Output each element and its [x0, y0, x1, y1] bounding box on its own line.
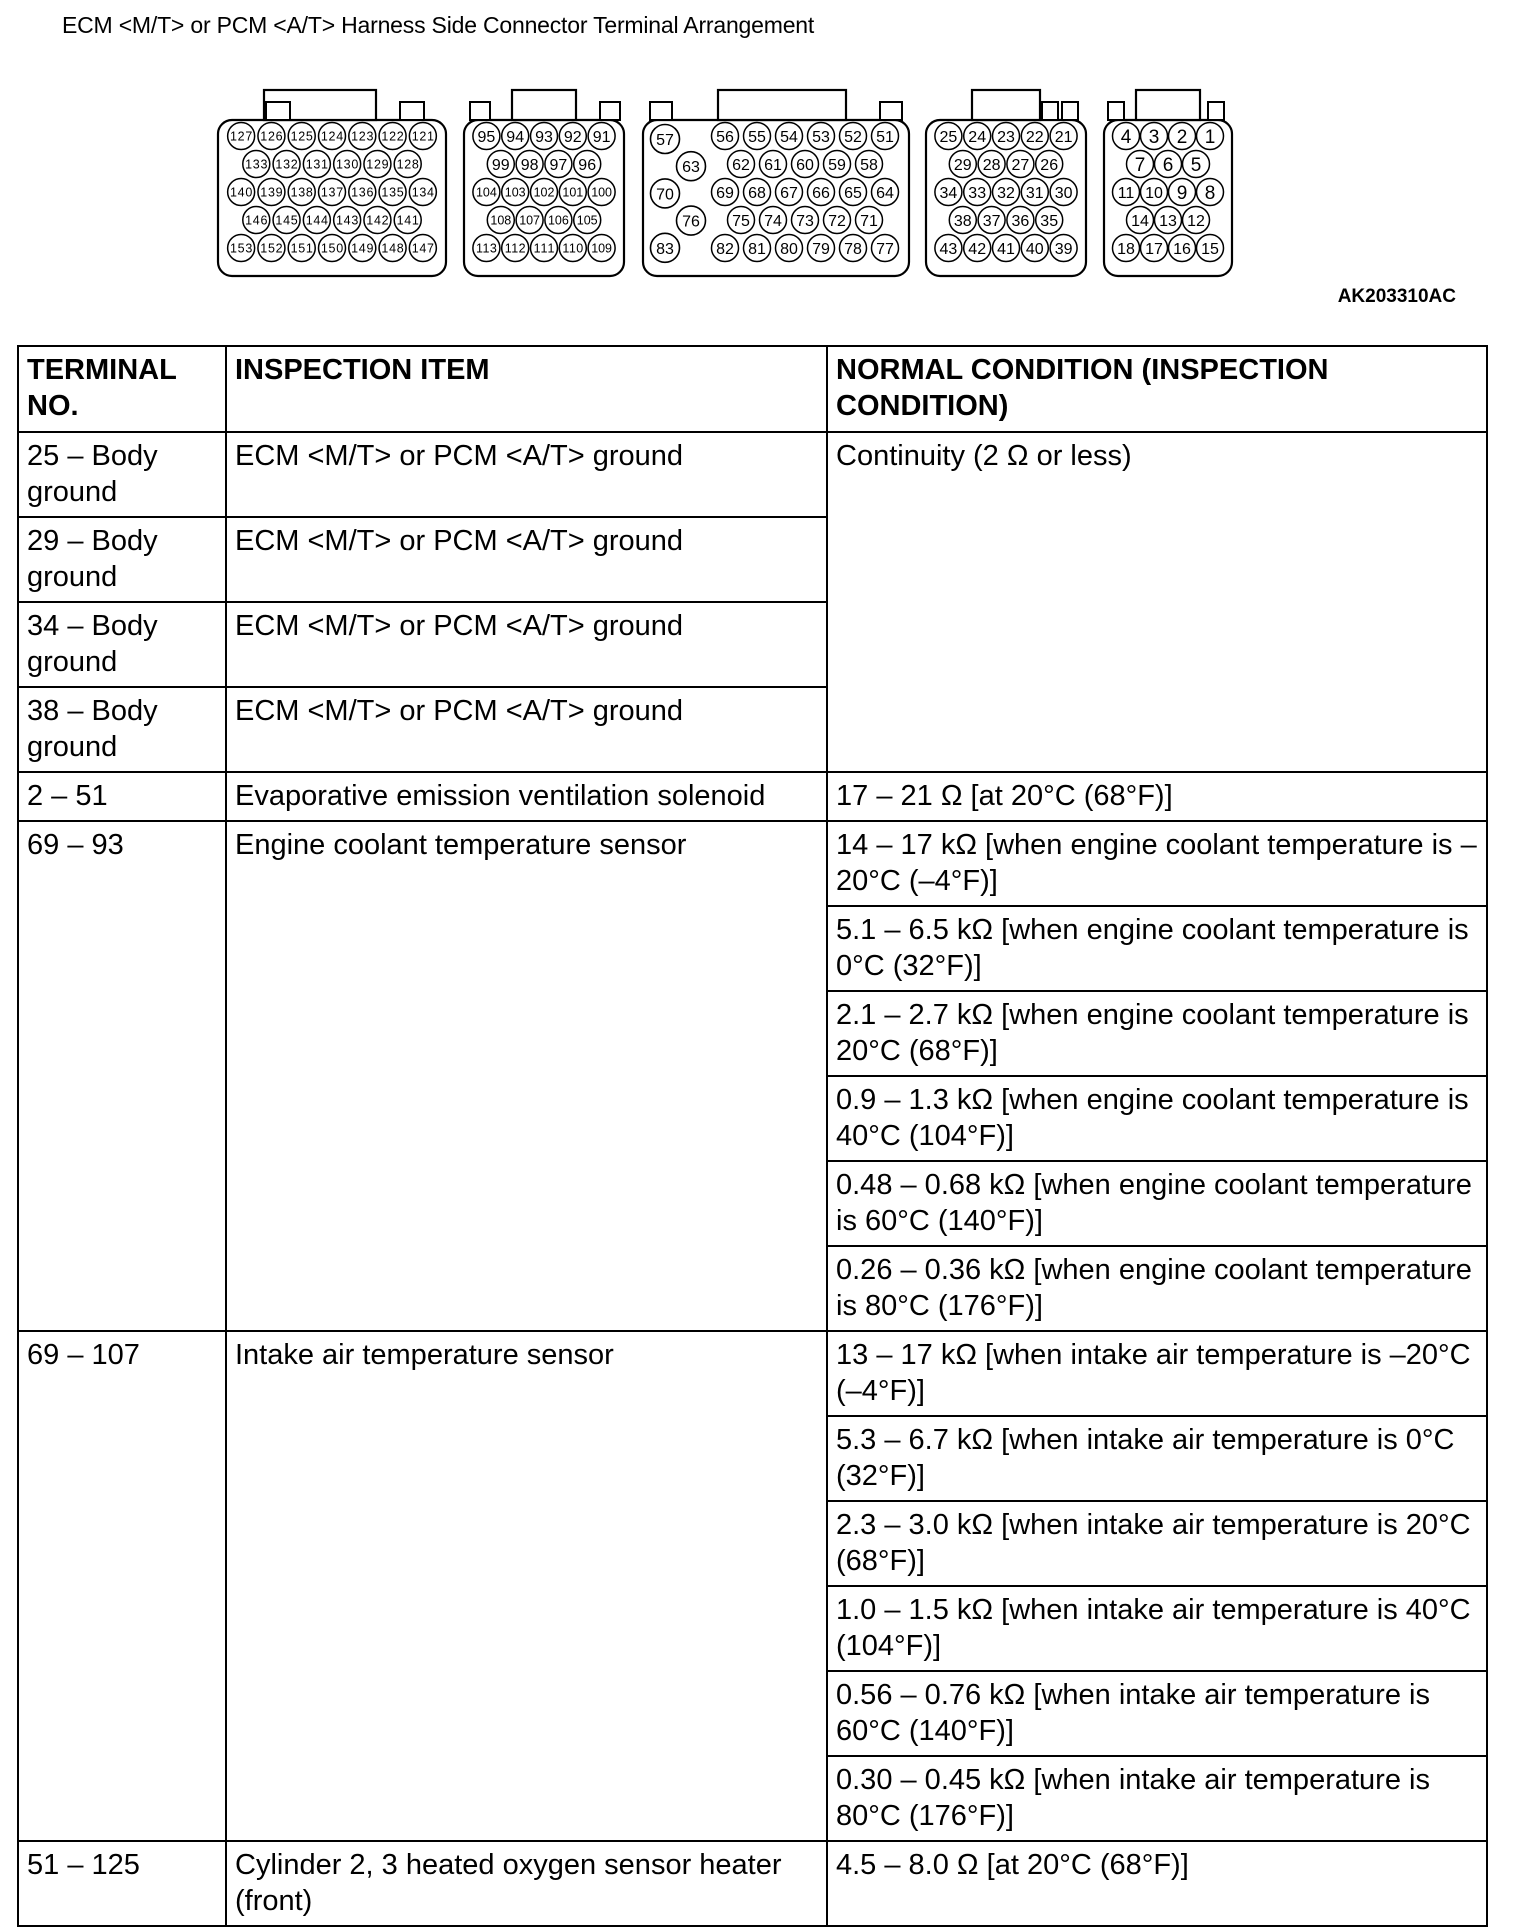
terminal-number: 57	[656, 132, 674, 149]
terminal-number: 10	[1145, 184, 1163, 202]
terminal-cell: 38 – Body ground	[18, 687, 226, 772]
terminal-number: 28	[982, 156, 1001, 174]
condition-cell: 0.9 – 1.3 kΩ [when engine coolant temperature is 40°C (104°F)]	[827, 1076, 1487, 1161]
terminal-number: 66	[812, 184, 830, 202]
terminal-number: 32	[997, 184, 1015, 202]
table-row	[18, 1841, 1487, 1926]
terminal-number: 63	[682, 159, 700, 177]
connector-latch	[512, 90, 576, 120]
terminal-number: 61	[764, 156, 782, 174]
terminal-number: 35	[1040, 212, 1059, 230]
terminal-number: 54	[780, 128, 798, 146]
terminal-number: 105	[576, 213, 598, 228]
terminal-number: 1	[1204, 126, 1216, 148]
terminal-number: 78	[844, 240, 862, 258]
terminal-number: 149	[351, 241, 374, 256]
terminal-number: 79	[812, 240, 830, 258]
terminal-number: 36	[1011, 212, 1030, 230]
terminal-number: 53	[812, 128, 830, 146]
condition-cell: 0.30 – 0.45 kΩ [when intake air temperature is 80°C (176°F)]	[827, 1756, 1487, 1841]
connector-latch	[1136, 90, 1200, 120]
terminal-number: 81	[748, 240, 766, 258]
terminal-number: 51	[876, 128, 894, 146]
connector-4	[926, 90, 1086, 276]
item-cell: ECM <M/T> or PCM <A/T> ground	[226, 687, 827, 772]
condition-cell: 5.3 – 6.7 kΩ [when intake air temperature is 0°C (32°F)]	[827, 1416, 1487, 1501]
terminal-number: 16	[1173, 240, 1191, 258]
terminal-number: 41	[997, 240, 1015, 258]
terminal-number: 94	[506, 128, 525, 146]
figure-code: AK203310AC	[1337, 286, 1456, 307]
condition-cell: 2.3 – 3.0 kΩ [when intake air temperature is 20°C (68°F)]	[827, 1501, 1487, 1586]
terminal-number: 104	[476, 185, 497, 200]
terminal-number: 141	[396, 213, 419, 228]
terminal-number: 142	[366, 213, 389, 228]
terminal-number: 110	[562, 241, 584, 256]
terminal-number: 145	[275, 213, 298, 228]
terminal-number: 37	[982, 212, 1001, 230]
terminal-number: 125	[290, 129, 313, 144]
terminal-number: 5	[1190, 154, 1202, 176]
terminal-number: 34	[939, 184, 958, 202]
terminal-number: 91	[592, 128, 611, 146]
terminal-number: 52	[844, 128, 862, 146]
terminal-number: 7	[1134, 154, 1146, 176]
terminal-number: 43	[939, 240, 958, 258]
terminal-number: 138	[290, 185, 313, 200]
terminal-number: 151	[290, 241, 313, 256]
terminal-number: 129	[366, 157, 389, 172]
terminal-number: 108	[490, 213, 512, 228]
header-inspection-item: INSPECTION ITEM	[226, 346, 827, 432]
terminal-number: 140	[230, 185, 253, 200]
connector-5	[1104, 90, 1232, 276]
terminal-number: 82	[716, 240, 734, 258]
terminal-number: 127	[230, 129, 253, 144]
terminal-number: 42	[968, 240, 987, 258]
terminal-number: 93	[535, 128, 553, 146]
terminal-number: 67	[780, 184, 798, 202]
terminal-number: 74	[764, 212, 782, 230]
terminal-number: 8	[1204, 182, 1216, 204]
terminal-number: 33	[968, 184, 987, 202]
connector-latch	[718, 90, 846, 120]
terminal-number: 15	[1201, 240, 1219, 258]
terminal-number: 133	[245, 157, 268, 172]
terminal-number: 25	[939, 128, 958, 146]
terminal-number: 152	[260, 241, 283, 256]
terminal-number: 147	[411, 241, 434, 256]
terminal-number: 135	[381, 185, 404, 200]
terminal-number: 136	[351, 185, 374, 200]
terminal-number: 150	[320, 241, 344, 256]
terminal-number: 59	[828, 156, 846, 174]
table-row	[18, 432, 1487, 517]
terminal-number: 99	[491, 156, 510, 174]
terminal-number: 111	[533, 241, 555, 256]
table-row	[18, 1331, 1487, 1416]
condition-cell: 13 – 17 kΩ [when intake air temperature is –20°C (–4°F)]	[827, 1331, 1487, 1416]
connector-guide-tab	[1108, 102, 1124, 120]
terminal-number: 130	[336, 157, 359, 172]
terminal-number: 126	[260, 129, 283, 144]
terminal-cell: 25 – Body ground	[18, 432, 226, 517]
terminal-number: 62	[732, 156, 750, 174]
terminal-number: 70	[656, 186, 674, 204]
terminal-number: 144	[305, 213, 328, 228]
terminal-number: 11	[1117, 184, 1135, 202]
terminal-number: 72	[828, 212, 846, 230]
terminal-number: 100	[591, 185, 612, 200]
inspection-table	[17, 345, 1488, 1927]
terminal-number: 113	[476, 241, 497, 256]
item-cell: ECM <M/T> or PCM <A/T> ground	[226, 602, 827, 687]
header-terminal-no: TERMINAL NO.	[18, 346, 226, 432]
terminal-number: 31	[1025, 184, 1044, 202]
terminal-cell: 34 – Body ground	[18, 602, 226, 687]
terminal-number: 58	[860, 156, 878, 174]
condition-cell: 1.0 – 1.5 kΩ [when intake air temperature is 40°C (104°F)]	[827, 1586, 1487, 1671]
condition-cell: 2.1 – 2.7 kΩ [when engine coolant temperature is 20°C (68°F)]	[827, 991, 1487, 1076]
terminal-number: 137	[320, 185, 344, 200]
terminal-number: 27	[1011, 156, 1030, 174]
item-cell: Intake air temperature sensor	[226, 1331, 827, 1841]
table-header-row	[18, 346, 1487, 432]
terminal-number: 75	[732, 212, 750, 230]
terminal-number: 76	[682, 213, 700, 231]
terminal-number: 132	[275, 157, 298, 172]
terminal-number: 83	[656, 240, 674, 258]
terminal-number: 4	[1120, 126, 1132, 148]
terminal-number: 128	[396, 157, 419, 172]
terminal-number: 23	[997, 128, 1015, 146]
item-cell: Engine coolant temperature sensor	[226, 821, 827, 1331]
terminal-cell: 69 – 107	[18, 1331, 226, 1841]
terminal-number: 68	[748, 184, 766, 202]
terminal-number: 30	[1054, 184, 1073, 202]
terminal-number: 12	[1187, 212, 1205, 230]
table-row	[18, 821, 1487, 906]
terminal-number: 103	[504, 185, 526, 200]
terminal-number: 60	[796, 156, 814, 174]
terminal-number: 124	[320, 129, 344, 144]
header-normal-condition: NORMAL CONDITION (INSPECTION CONDITION)	[827, 346, 1487, 432]
terminal-number: 112	[504, 241, 526, 256]
terminal-number: 101	[562, 185, 584, 200]
terminal-number: 98	[520, 156, 539, 174]
connector-guide-tab	[266, 102, 290, 120]
terminal-number: 14	[1131, 212, 1149, 230]
connector-guide-tab	[600, 102, 620, 120]
connector-guide-tab	[1208, 102, 1224, 120]
terminal-number: 92	[563, 128, 582, 146]
terminal-number: 77	[876, 240, 894, 258]
item-cell: ECM <M/T> or PCM <A/T> ground	[226, 432, 827, 517]
terminal-number: 69	[716, 184, 734, 202]
connector-guide-tab	[1042, 102, 1058, 120]
terminal-number: 64	[876, 184, 894, 202]
terminal-number: 3	[1148, 126, 1160, 148]
terminal-number: 17	[1145, 240, 1163, 258]
terminal-number: 38	[953, 212, 972, 230]
terminal-number: 134	[411, 185, 434, 200]
terminal-number: 139	[260, 185, 283, 200]
condition-cell: 0.48 – 0.68 kΩ [when engine coolant temperature is 60°C (140°F)]	[827, 1161, 1487, 1246]
connector-guide-tab	[650, 102, 672, 120]
terminal-number: 97	[549, 156, 568, 174]
connector-3	[643, 90, 909, 276]
terminal-number: 18	[1117, 240, 1135, 258]
terminal-number: 121	[411, 129, 434, 144]
terminal-number: 39	[1054, 240, 1073, 258]
terminal-number: 55	[748, 128, 766, 146]
terminal-number: 96	[578, 156, 597, 174]
terminal-number: 131	[305, 157, 328, 172]
terminal-number: 26	[1040, 156, 1059, 174]
terminal-number: 56	[716, 128, 734, 146]
connector-guide-tab	[470, 102, 490, 120]
terminal-number: 65	[844, 184, 862, 202]
terminal-number: 122	[381, 129, 404, 144]
terminal-number: 80	[780, 240, 798, 258]
document-title: ECM <M/T> or PCM <A/T> Harness Side Connector Terminal Arrangement	[62, 12, 815, 38]
condition-cell: 0.26 – 0.36 kΩ [when engine coolant temperature is 80°C (176°F)]	[827, 1246, 1487, 1331]
terminal-cell: 29 – Body ground	[18, 517, 226, 602]
terminal-number: 95	[477, 128, 496, 146]
terminal-cell: 2 – 51	[18, 772, 226, 821]
item-cell: Evaporative emission ventilation solenoid	[226, 772, 827, 821]
terminal-number: 143	[336, 213, 359, 228]
connector-guide-tab	[1062, 102, 1078, 120]
terminal-number: 107	[519, 213, 540, 228]
terminal-number: 40	[1025, 240, 1044, 258]
terminal-number: 2	[1176, 126, 1188, 148]
connector-1	[218, 90, 446, 276]
connector-guide-tab	[400, 102, 424, 120]
terminal-number: 106	[548, 213, 569, 228]
terminal-number: 9	[1176, 182, 1188, 204]
table-row	[18, 772, 1487, 821]
terminal-number: 6	[1162, 154, 1174, 176]
connector-terminal-diagram	[0, 0, 1520, 300]
terminal-number: 148	[381, 241, 404, 256]
connector-latch	[972, 90, 1040, 120]
terminal-number: 29	[953, 156, 972, 174]
terminal-number: 109	[591, 241, 612, 256]
condition-cell: 4.5 – 8.0 Ω [at 20°C (68°F)]	[827, 1841, 1487, 1926]
terminal-number: 153	[230, 241, 253, 256]
terminal-number: 13	[1159, 212, 1177, 230]
terminal-cell: 69 – 93	[18, 821, 226, 1331]
condition-cell: 17 – 21 Ω [at 20°C (68°F)]	[827, 772, 1487, 821]
condition-cell: 14 – 17 kΩ [when engine coolant temperature is –20°C (–4°F)]	[827, 821, 1487, 906]
terminal-number: 73	[796, 212, 814, 230]
connector-2	[464, 90, 624, 276]
terminal-number: 24	[968, 128, 987, 146]
terminal-number: 146	[245, 213, 268, 228]
terminal-number: 22	[1025, 128, 1044, 146]
condition-cell: 5.1 – 6.5 kΩ [when engine coolant temperature is 0°C (32°F)]	[827, 906, 1487, 991]
item-cell: Cylinder 2, 3 heated oxygen sensor heater (front)	[226, 1841, 827, 1926]
connector-guide-tab	[880, 102, 902, 120]
condition-cell: 0.56 – 0.76 kΩ [when intake air temperature is 60°C (140°F)]	[827, 1671, 1487, 1756]
terminal-number: 102	[533, 185, 555, 200]
terminal-number: 123	[351, 129, 374, 144]
terminal-number: 21	[1054, 128, 1073, 146]
terminal-cell: 51 – 125	[18, 1841, 226, 1926]
terminal-number: 71	[860, 212, 878, 230]
ground-condition-cell: Continuity (2 Ω or less)	[827, 432, 1487, 772]
item-cell: ECM <M/T> or PCM <A/T> ground	[226, 517, 827, 602]
